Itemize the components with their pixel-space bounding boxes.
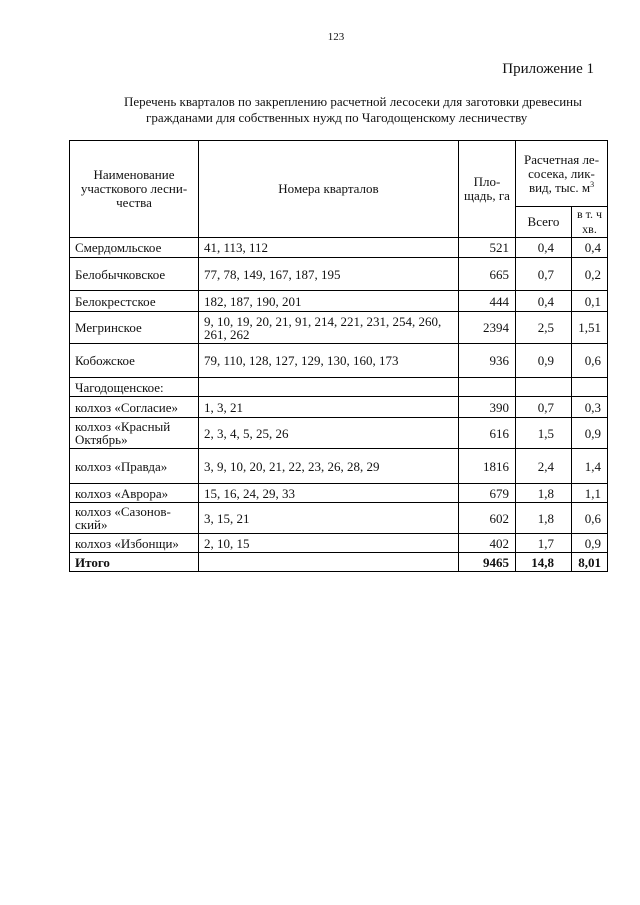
table-header: [70, 141, 608, 238]
quarter-numbers-cell: 3, 9, 10, 20, 21, 22, 23, 26, 28, 29: [199, 449, 459, 484]
header-area: Пло- щадь, га: [459, 141, 516, 238]
area-cell: 2394: [459, 312, 516, 344]
total-area-cell: 9465: [459, 553, 516, 572]
cutting-total-cell: 1,8: [516, 484, 572, 503]
quarter-numbers-cell: 1, 3, 21: [199, 397, 459, 418]
cutting-coniferous-cell: 0,3: [572, 397, 608, 418]
header-cutting-volume: [516, 141, 608, 207]
area-cell: 602: [459, 503, 516, 534]
table-row: [70, 484, 608, 503]
cutting-total-cell: 0,7: [516, 258, 572, 291]
district-name-cell: колхоз «Избонщи»: [70, 534, 199, 553]
cutting-coniferous-cell: 0,4: [572, 238, 608, 258]
table-body: [70, 238, 608, 553]
table-row: [70, 258, 608, 291]
quarter-numbers-cell: 182, 187, 190, 201: [199, 291, 459, 312]
area-cell: 402: [459, 534, 516, 553]
cutting-total-cell: [516, 378, 572, 397]
header-cutting-volume-label: Расчетная ле- сосека, лик- вид, тыс. м: [523, 151, 600, 195]
table-row: [70, 418, 608, 449]
title-line-1: Перечень кварталов по закреплению расчетной лесосеки для заготовки древесины: [124, 94, 582, 109]
quarter-numbers-cell: 9, 10, 19, 20, 21, 91, 214, 221, 231, 254, 260, 261, 262: [199, 312, 459, 344]
cutting-coniferous-cell: 1,51: [572, 312, 608, 344]
cutting-total-cell: 1,7: [516, 534, 572, 553]
district-name-cell: Белобычковское: [70, 258, 199, 291]
cutting-total-cell: 0,9: [516, 344, 572, 378]
district-name-cell: Смердомльское: [70, 238, 199, 258]
cutting-coniferous-cell: 1,1: [572, 484, 608, 503]
district-name-cell: колхоз «Сазонов- ский»: [70, 503, 199, 534]
appendix-label: Приложение 1: [502, 61, 594, 77]
quarter-numbers-cell: 77, 78, 149, 167, 187, 195: [199, 258, 459, 291]
cutting-total-cell: 0,4: [516, 238, 572, 258]
district-name-cell: колхоз «Красный Октябрь»: [70, 418, 199, 449]
area-cell: 665: [459, 258, 516, 291]
quarter-numbers-cell: 3, 15, 21: [199, 503, 459, 534]
cutting-coniferous-cell: 0,6: [572, 344, 608, 378]
total-row: [70, 553, 608, 572]
total-cutting-coniferous-cell: 8,01: [572, 553, 608, 572]
cutting-total-cell: 0,7: [516, 397, 572, 418]
district-name-cell: колхоз «Согласие»: [70, 397, 199, 418]
unit-exponent: 3: [590, 179, 595, 189]
area-cell: 679: [459, 484, 516, 503]
area-cell: 444: [459, 291, 516, 312]
cutting-coniferous-cell: 0,1: [572, 291, 608, 312]
table-summary: [70, 553, 608, 572]
area-cell: 521: [459, 238, 516, 258]
header-district: Наименование участкового лесни- чества: [70, 141, 199, 238]
cutting-coniferous-cell: 0,9: [572, 534, 608, 553]
cutting-total-cell: 0,4: [516, 291, 572, 312]
table-row: [70, 291, 608, 312]
quarters-table: [69, 140, 608, 572]
cutting-coniferous-cell: 0,2: [572, 258, 608, 291]
area-cell: 1816: [459, 449, 516, 484]
district-name-cell: Чагодощенское:: [70, 378, 199, 397]
header-cutting-total: Всего: [516, 207, 572, 238]
header-quarter-numbers: Номера кварталов: [199, 141, 459, 238]
table-row: [70, 397, 608, 418]
table-row: [70, 449, 608, 484]
cutting-total-cell: 2,4: [516, 449, 572, 484]
cutting-total-cell: 2,5: [516, 312, 572, 344]
table-row: [70, 344, 608, 378]
table-row: [70, 378, 608, 397]
total-cutting-total-cell: 14,8: [516, 553, 572, 572]
quarter-numbers-cell: 79, 110, 128, 127, 129, 130, 160, 173: [199, 344, 459, 378]
total-quarters-cell: [199, 553, 459, 572]
quarter-numbers-cell: 15, 16, 24, 29, 33: [199, 484, 459, 503]
cutting-coniferous-cell: 0,6: [572, 503, 608, 534]
header-row: [70, 141, 608, 207]
table-row: [70, 503, 608, 534]
quarter-numbers-cell: 41, 113, 112: [199, 238, 459, 258]
table-row: [70, 534, 608, 553]
district-name-cell: Белокрестское: [70, 291, 199, 312]
page-number: 123: [327, 31, 345, 43]
quarter-numbers-cell: 2, 3, 4, 5, 25, 26: [199, 418, 459, 449]
area-cell: [459, 378, 516, 397]
cutting-total-cell: 1,5: [516, 418, 572, 449]
total-label-cell: Итого: [70, 553, 199, 572]
district-name-cell: Кобожское: [70, 344, 199, 378]
district-name-cell: колхоз «Правда»: [70, 449, 199, 484]
district-name-cell: колхоз «Аврора»: [70, 484, 199, 503]
header-cutting-coniferous: в т. ч хв.: [572, 207, 608, 238]
cutting-coniferous-cell: 1,4: [572, 449, 608, 484]
quarter-numbers-cell: 2, 10, 15: [199, 534, 459, 553]
cutting-coniferous-cell: [572, 378, 608, 397]
area-cell: 936: [459, 344, 516, 378]
cutting-total-cell: 1,8: [516, 503, 572, 534]
area-cell: 616: [459, 418, 516, 449]
area-cell: 390: [459, 397, 516, 418]
district-name-cell: Мегринское: [70, 312, 199, 344]
quarter-numbers-cell: [199, 378, 459, 397]
title-line-2: гражданами для собственных нужд по Чагодощенскому лесничеству: [146, 110, 528, 125]
table-row: [70, 312, 608, 344]
cutting-coniferous-cell: 0,9: [572, 418, 608, 449]
table-row: [70, 238, 608, 258]
